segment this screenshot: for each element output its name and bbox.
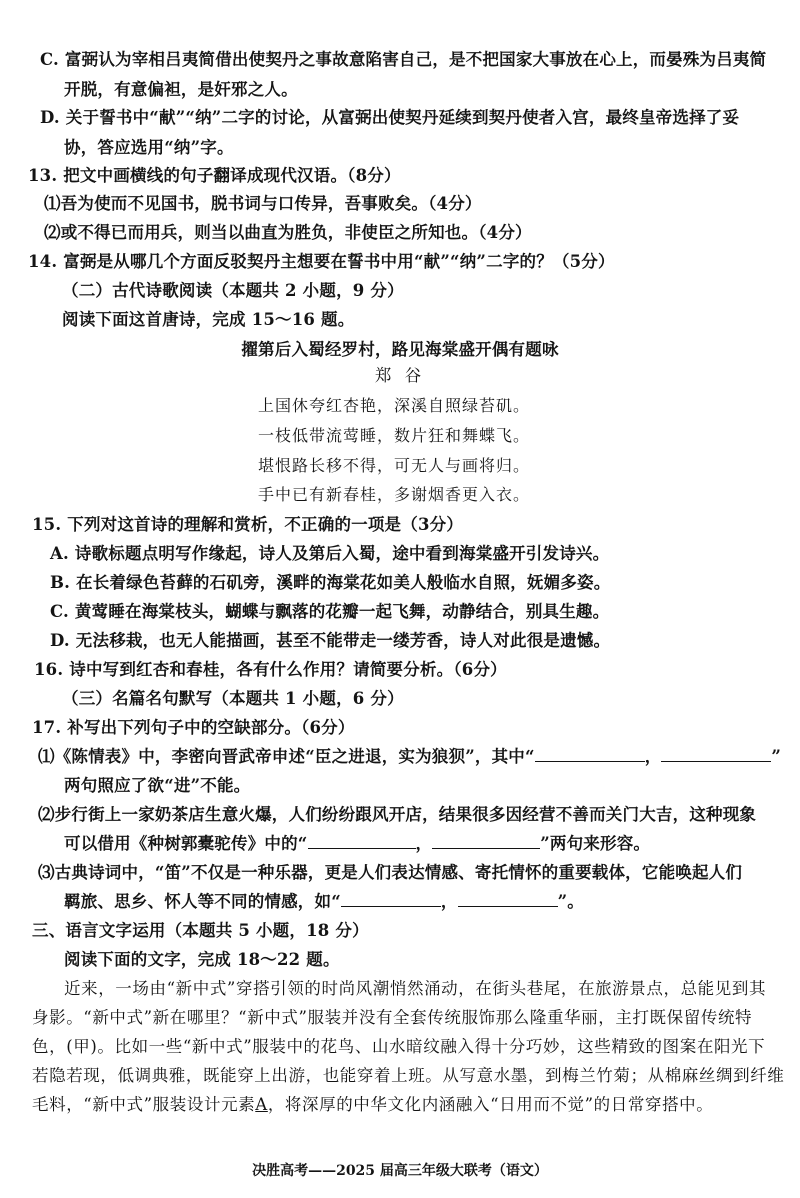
passage-line-5-post: ，将深厚的中华文化内涵融入“日用而不觉”的日常穿搭中。 bbox=[267, 1095, 714, 1114]
q13-sentence-2: ⑵或不得已而用兵，则当以曲直为胜负，非使臣之所知也。（4分） bbox=[44, 223, 532, 242]
passage-line-5-pre: 毛料，“新中式”服装设计元素 bbox=[32, 1095, 256, 1114]
q17-item-3-line2 bbox=[64, 890, 584, 914]
q17-item-2-text-post: ”两句来形容。 bbox=[540, 834, 651, 853]
q17-item-1-text: ⑴《陈情表》中，李密向晋武帝申述“臣之进退，实为狼狈”，其中“ bbox=[38, 747, 535, 766]
passage-line-4: 若隐若现，低调典雅，既能穿上出游，也能穿着上班。从写意水墨，到梅兰竹菊；从棉麻丝绸到纤维 bbox=[32, 1066, 785, 1085]
q12-option-c-line2: 开脱，有意偏袒，是奸邪之人。 bbox=[64, 80, 298, 99]
q14-stem: 14. 富弼是从哪几个方面反驳契丹主想要在誓书中用“献”“纳”二字的？（5分） bbox=[28, 252, 615, 271]
q17-item-1-line2: 两句照应了欲“进”不能。 bbox=[64, 776, 251, 795]
q12-option-d-line2: 协，答应选用“纳”字。 bbox=[64, 138, 234, 157]
page-footer: 决胜高考——2025 届高三年级大联考（语文） bbox=[252, 1163, 548, 1179]
q17-item-2-line1: ⑵步行街上一家奶茶店生意火爆，人们纷纷跟风开店，结果很多因经营不善而关门大吉，这种现象 bbox=[38, 805, 757, 824]
q15-option-d: D. 无法移栽，也无人能描画，甚至不能带走一缕芳香，诗人对此很是遗憾。 bbox=[50, 631, 611, 650]
passage-line-2: 身影。“新中式”新在哪里？“新中式”服装并没有全套传统服饰那么隆重华丽，主打既保留传统特 bbox=[32, 1008, 753, 1027]
q17-close-quote-1: ” bbox=[771, 747, 782, 766]
q17-item-3-line1: ⑶古典诗词中，“笛”不仅是一种乐器，更是人们表达情感、寄托情怀的重要载体，它能唤起人们 bbox=[38, 863, 743, 882]
poem-line-3: 堪恨路长移不得，可无人与画将归。 bbox=[258, 456, 531, 475]
q16-stem: 16. 诗中写到红杏和春桂，各有什么作用？请简要分析。（6分） bbox=[34, 660, 507, 679]
q13-stem: 13. 把文中画横线的句子翻译成现代汉语。（8分） bbox=[28, 166, 401, 185]
q13-sentence-1: ⑴吾为使而不见国书，脱书词与口传异，吾事败矣。（4分） bbox=[44, 194, 482, 213]
q15-option-b: B. 在长着绿色苔藓的石矶旁，溪畔的海棠花如美人般临水自照，妩媚多姿。 bbox=[50, 573, 611, 592]
q17-comma-3: ， bbox=[440, 892, 458, 911]
language-section-heading: 三、语言文字运用（本题共 5 小题，18 分） bbox=[32, 921, 369, 940]
q17-item-2-text-pre: 可以借用《种树郭橐驼传》中的“ bbox=[64, 834, 308, 853]
q17-comma-1: ， bbox=[644, 747, 662, 766]
q15-stem: 15. 下列对这首诗的理解和赏析，不正确的一项是（3分） bbox=[32, 515, 464, 534]
q15-option-a: A. 诗歌标题点明写作缘起，诗人及第后入蜀，途中看到海棠盛开引发诗兴。 bbox=[50, 544, 610, 563]
passage-line-1: 近来，一场由“新中式”穿搭引领的时尚风潮悄然涌动，在街头巷尾，在旅游景点，总能见到其 bbox=[64, 979, 767, 998]
q17-item-2-line2 bbox=[64, 832, 650, 856]
q17-blank-4[interactable] bbox=[432, 832, 540, 849]
passage-line-5 bbox=[32, 1093, 713, 1117]
language-instruction: 阅读下面的文字，完成 18～22 题。 bbox=[64, 950, 340, 969]
poetry-instruction: 阅读下面这首唐诗，完成 15～16 题。 bbox=[62, 310, 355, 329]
blank-marker-a: A bbox=[255, 1095, 268, 1114]
recitation-section-heading: （三）名篇名句默写（本题共 1 小题，6 分） bbox=[62, 689, 404, 708]
q17-blank-1[interactable] bbox=[535, 745, 645, 762]
poem-title: 擢第后入蜀经罗村，路见海棠盛开偶有题咏 bbox=[241, 340, 559, 359]
q15-option-c: C. 黄莺睡在海棠枝头，蝴蝶与飘落的花瓣一起飞舞，动静结合，别具生趣。 bbox=[50, 602, 610, 621]
q17-blank-6[interactable] bbox=[458, 890, 558, 907]
q12-option-c-line1: C. 富弼认为宰相吕夷简借出使契丹之事故意陷害自己，是不把国家大事放在心上，而晏殊为吕夷简 bbox=[40, 50, 767, 69]
q17-item-3-text-pre: 羁旅、思乡、怀人等不同的情感，如“ bbox=[64, 892, 341, 911]
q17-blank-2[interactable] bbox=[661, 745, 771, 762]
poem-author: 郑 谷 bbox=[374, 366, 426, 385]
poetry-section-heading: （二）古代诗歌阅读（本题共 2 小题，9 分） bbox=[62, 281, 404, 300]
q17-item-3-text-post: ”。 bbox=[557, 892, 585, 911]
poem-line-1: 上国休夸红杏艳，深溪自照绿苔矶。 bbox=[258, 396, 531, 415]
passage-line-3: 色，(甲)。比如一些“新中式”服装中的花鸟、山水暗纹融入得十分巧妙，这些精致的图案在阳光下 bbox=[32, 1037, 766, 1056]
q17-stem: 17. 补写出下列句子中的空缺部分。（6分） bbox=[32, 718, 355, 737]
q17-item-1-line1 bbox=[38, 745, 781, 769]
poem-line-4: 手中已有新春桂，多谢烟香更入衣。 bbox=[258, 485, 531, 504]
poem-line-2: 一枝低带流莺睡，数片狂和舞蝶飞。 bbox=[258, 426, 531, 445]
q17-comma-2: ， bbox=[415, 834, 433, 853]
q17-blank-3[interactable] bbox=[308, 832, 416, 849]
q17-blank-5[interactable] bbox=[341, 890, 441, 907]
q12-option-d-line1: D. 关于誓书中“献”“纳”二字的讨论，从富弼出使契丹延续到契丹使者入宫，最终皇帝选择了妥 bbox=[40, 108, 740, 127]
